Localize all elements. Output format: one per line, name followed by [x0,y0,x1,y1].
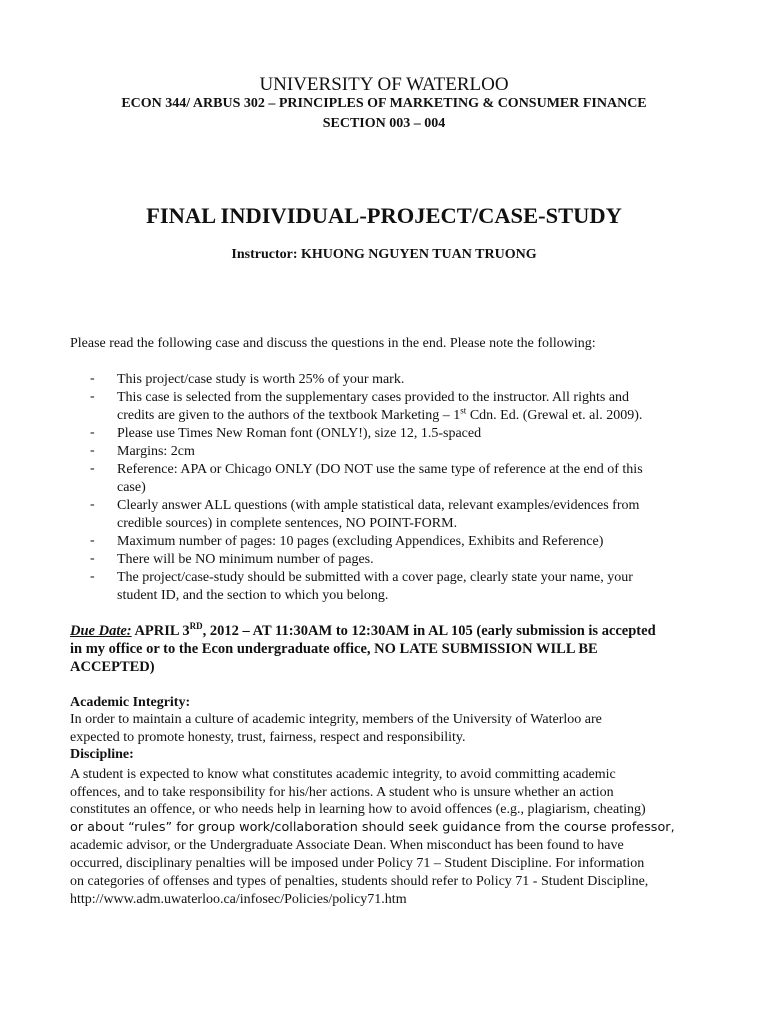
text-segment: APRIL 3 [131,623,190,639]
due-date-line: ACCEPTED) [70,659,155,675]
discipline-text: academic advisor, or the Undergraduate Associate Dean. When misconduct has been found to have [70,838,624,853]
discipline-text: or about “rules” for group work/collaboration should seek guidance from the course professor, [70,820,675,835]
list-dash: - [90,497,95,512]
discipline-text: A student is expected to know what constitutes academic integrity, to avoid committing academic [70,767,616,782]
due-date-line [70,622,656,640]
list-item: Please use Times New Roman font (ONLY!), size 12, 1.5-spaced [117,426,482,441]
policy-link[interactable]: http://www.adm.uwaterloo.ca/infosec/Policies/policy71.htm [70,892,407,907]
academic-integrity-heading: Academic Integrity: [70,695,191,710]
list-item: The project/case-study should be submitted with a cover page, clearly state your name, your [117,570,633,585]
list-dash: - [90,443,95,458]
university-name: UNIVERSITY OF WATERLOO [259,74,509,95]
instructor-line: Instructor: KHUONG NGUYEN TUAN TRUONG [231,247,537,262]
discipline-heading: Discipline: [70,747,134,762]
discipline-text: occurred, disciplinary penalties will be imposed under Policy 71 – Student Discipline. For information [70,856,645,871]
integrity-text: In order to maintain a culture of academic integrity, members of the University of Waterloo are [70,712,602,727]
list-item: Clearly answer ALL questions (with ample statistical data, relevant examples/evidences from [117,498,640,513]
integrity-text: expected to promote honesty, trust, fairness, respect and responsibility. [70,730,466,745]
list-item: There will be NO minimum number of pages. [117,552,374,567]
discipline-text: offences, and to take responsibility for his/her actions. A student who is unsure whether an action [70,785,614,800]
list-item-continued [117,407,642,425]
due-date-line: in my office or to the Econ undergraduate office, NO LATE SUBMISSION WILL BE [70,641,598,657]
section-number: SECTION 003 – 004 [322,116,446,131]
superscript: RD [189,621,203,632]
list-item: This project/case study is worth 25% of your mark. [117,372,405,387]
list-dash: - [90,389,95,404]
list-dash: - [90,533,95,548]
list-item: This case is selected from the supplementary cases provided to the instructor. All rights and [117,390,630,405]
superscript: st [460,405,467,416]
list-item-continued: case) [117,480,146,495]
discipline-text: on categories of offenses and types of penalties, students should refer to Policy 71 - Student Discipline, [70,874,649,889]
due-date-label: Due Date: [70,623,132,639]
list-dash: - [90,551,95,566]
list-item: Margins: 2cm [117,444,195,459]
list-item-continued: credible sources) in complete sentences, NO POINT-FORM. [117,516,458,531]
list-dash: - [90,425,95,440]
text-segment: credits are given to the authors of the textbook Marketing – 1 [117,408,461,423]
text-segment: Cdn. Ed. (Grewal et. al. 2009). [466,408,643,423]
list-item-continued: student ID, and the section to which you belong. [117,588,389,603]
list-dash: - [90,569,95,584]
list-item: Reference: APA or Chicago ONLY (DO NOT use the same type of reference at the end of this [117,462,643,477]
discipline-text: constitutes an offence, or who needs help in learning how to avoid offences (e.g., plagiarism, cheating) [70,802,646,817]
intro-paragraph: Please read the following case and discuss the questions in the end. Please note the following: [70,336,596,351]
list-dash: - [90,371,95,386]
list-item: Maximum number of pages: 10 pages (excluding Appendices, Exhibits and Reference) [117,534,604,549]
list-dash: - [90,461,95,476]
course-title: ECON 344/ ARBUS 302 – PRINCIPLES OF MARKETING & CONSUMER FINANCE [121,96,647,111]
text-segment: , 2012 – AT 11:30AM to 12:30AM in AL 105 (early submission is accepted [202,623,656,639]
document-title: FINAL INDIVIDUAL-PROJECT/CASE-STUDY [146,203,622,228]
